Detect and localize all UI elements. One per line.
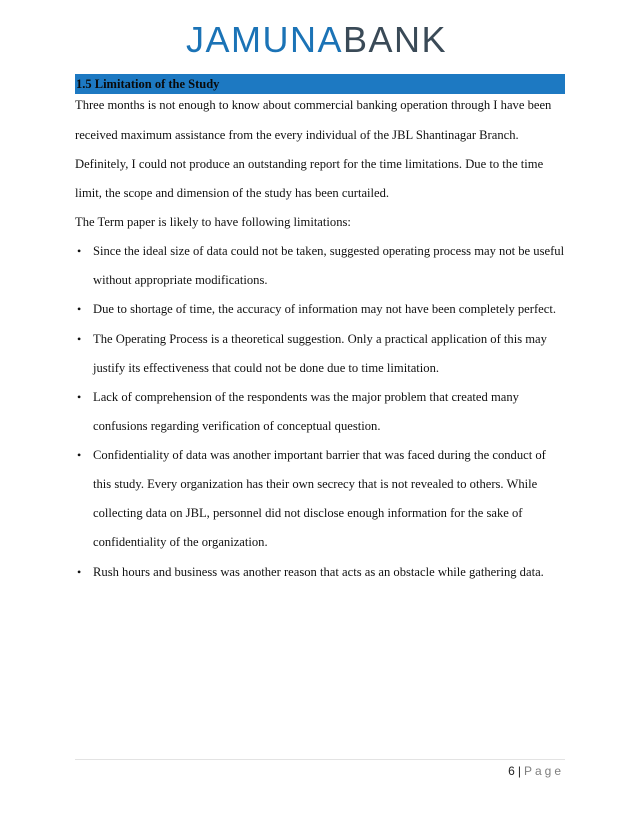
intro-line: Three months is not enough to know about commercial banking operation through I have been: [75, 98, 552, 112]
bullet-text-line: Confidentiality of data was another important barrier that was faced during the conduct of: [93, 448, 546, 462]
bullet-marker: •: [77, 332, 82, 346]
logo-text-bank: BANK: [343, 19, 448, 60]
jamuna-bank-logo: [186, 18, 476, 62]
bullet-marker: •: [77, 448, 82, 462]
bullet-text-line: justify its effectiveness that could not be done due to time limitation.: [93, 361, 440, 375]
page-label: Page: [523, 764, 564, 778]
bullet-marker: •: [77, 565, 82, 579]
bullet-marker: •: [77, 244, 82, 258]
bullet-text-line: Due to shortage of time, the accuracy of information may not have been completely perfect.: [93, 302, 556, 316]
bullet-text-line: collecting data on JBL, personnel did not disclose enough information for the sake of: [93, 506, 523, 520]
bullet-text-line: Lack of comprehension of the respondents was the major problem that created many: [93, 390, 519, 404]
bullet-text-line: Since the ideal size of data could not be taken, suggested operating process may not be useful: [93, 244, 565, 258]
bullet-marker: •: [77, 390, 82, 404]
intro-line: The Term paper is likely to have following limitations:: [75, 215, 351, 229]
bullet-text-line: without appropriate modifications.: [93, 273, 268, 287]
bullet-text-line: The Operating Process is a theoretical suggestion. Only a practical application of this may: [93, 332, 547, 346]
page-footer: [470, 763, 564, 779]
bullet-marker: •: [77, 302, 82, 316]
bullet-text-line: confusions regarding verification of conceptual question.: [93, 419, 381, 433]
section-heading: 1.5 Limitation of the Study: [75, 74, 565, 94]
logo-text-jamuna: JAMUNA: [186, 19, 344, 60]
intro-line: Definitely, I could not produce an outstanding report for the time limitations. Due to the time: [75, 157, 544, 171]
intro-line: limit, the scope and dimension of the study has been curtailed.: [75, 186, 390, 200]
footer-divider: [75, 759, 565, 760]
bullet-text-line: this study. Every organization has their own secrecy that is not revealed to others. While: [93, 477, 538, 491]
page-number: 6: [508, 764, 515, 778]
intro-line: received maximum assistance from the every individual of the JBL Shantinagar Branch.: [75, 128, 519, 142]
bullet-text-line: confidentiality of the organization.: [93, 535, 268, 549]
footer-separator: |: [517, 764, 521, 778]
bullet-text-line: Rush hours and business was another reason that acts as an obstacle while gathering data.: [93, 565, 544, 579]
